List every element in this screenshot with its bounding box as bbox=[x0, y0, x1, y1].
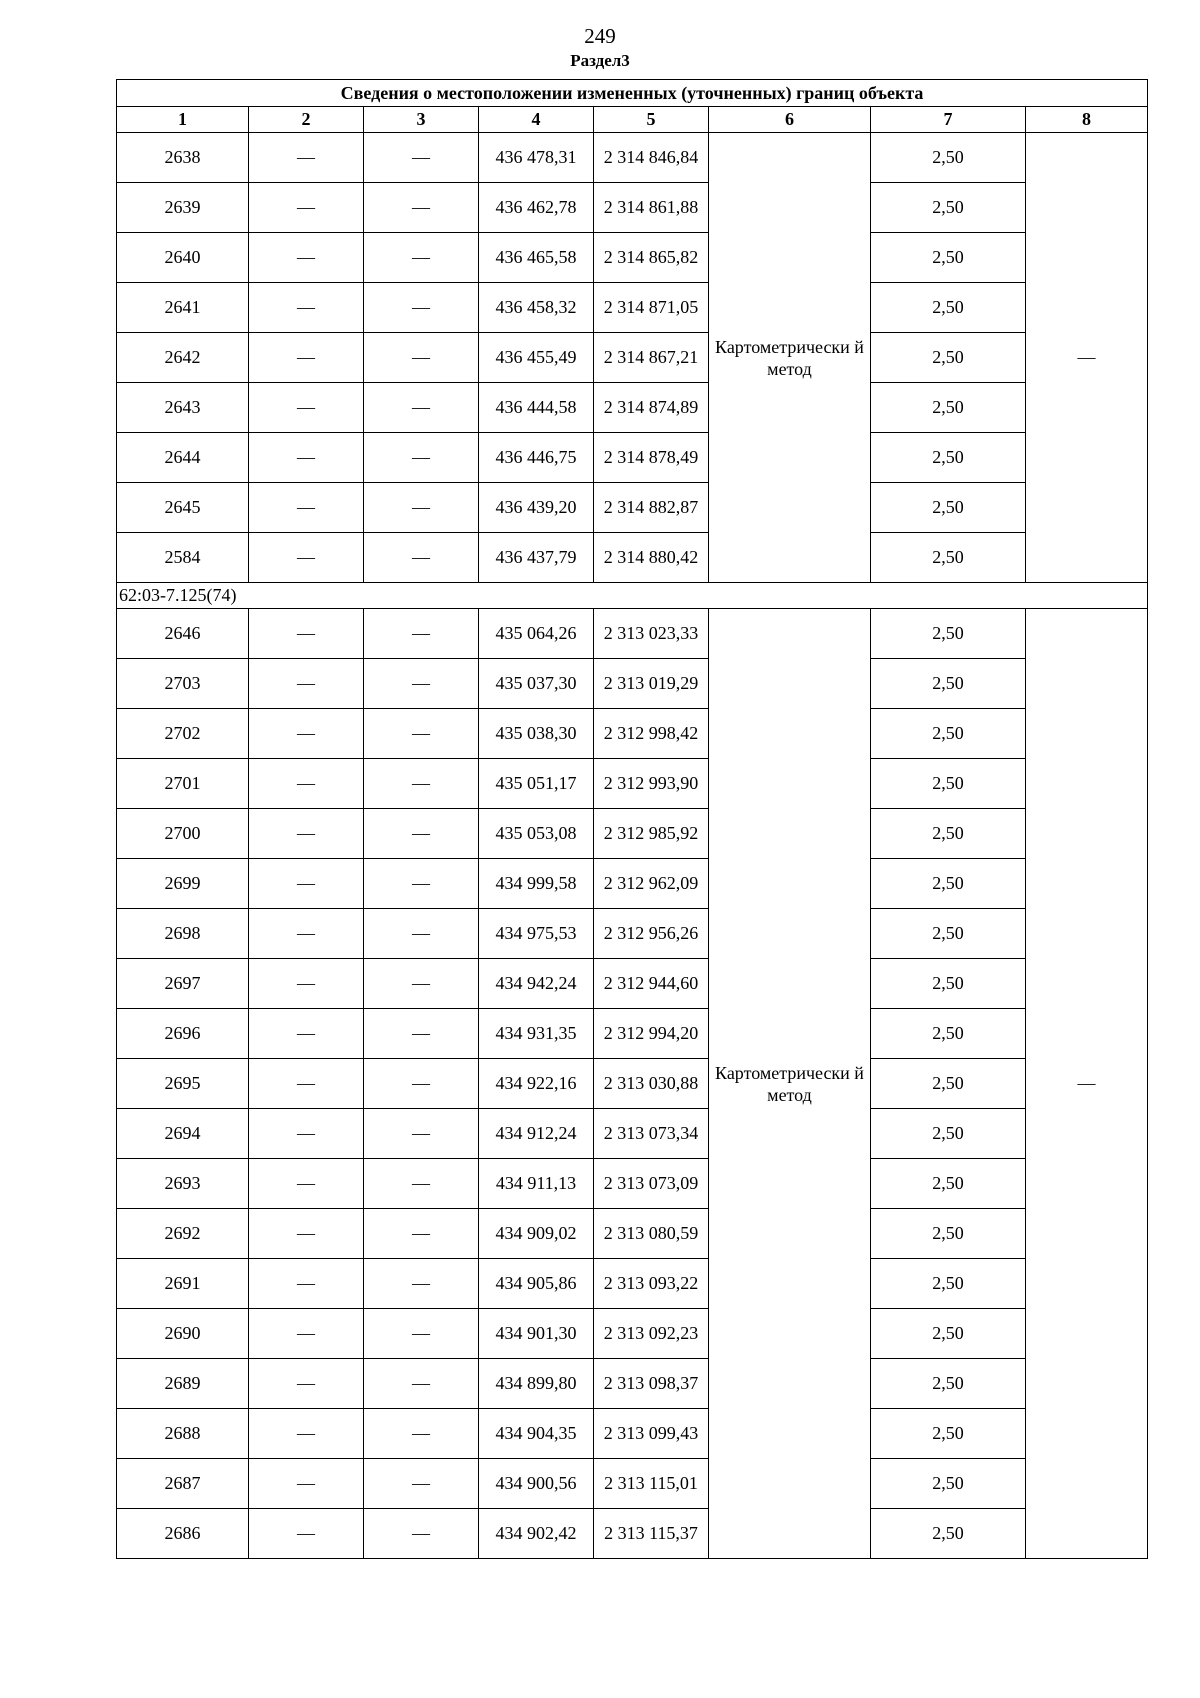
y-coordinate-cell: 2 313 023,33 bbox=[594, 609, 709, 659]
column-header-row bbox=[117, 107, 1148, 133]
y-coordinate-cell: 2 313 073,34 bbox=[594, 1109, 709, 1159]
table-row bbox=[117, 533, 1148, 583]
col3-cell: — bbox=[364, 959, 479, 1009]
y-coordinate-cell: 2 314 874,89 bbox=[594, 383, 709, 433]
accuracy-cell: 2,50 bbox=[871, 1209, 1026, 1259]
x-coordinate-cell: 434 901,30 bbox=[479, 1309, 594, 1359]
point-cell: 2694 bbox=[117, 1109, 249, 1159]
point-cell: 2686 bbox=[117, 1509, 249, 1559]
col3-cell: — bbox=[364, 1259, 479, 1309]
point-cell: 2695 bbox=[117, 1059, 249, 1109]
table-row bbox=[117, 1509, 1148, 1559]
x-coordinate-cell: 435 038,30 bbox=[479, 709, 594, 759]
y-coordinate-cell: 2 313 098,37 bbox=[594, 1359, 709, 1409]
point-cell: 2698 bbox=[117, 909, 249, 959]
y-coordinate-cell: 2 313 115,37 bbox=[594, 1509, 709, 1559]
table-row bbox=[117, 383, 1148, 433]
accuracy-cell: 2,50 bbox=[871, 1159, 1026, 1209]
point-cell: 2701 bbox=[117, 759, 249, 809]
y-coordinate-cell: 2 313 019,29 bbox=[594, 659, 709, 709]
col2-cell: — bbox=[249, 1509, 364, 1559]
point-cell: 2699 bbox=[117, 859, 249, 909]
x-coordinate-cell: 435 051,17 bbox=[479, 759, 594, 809]
column-header: 5 bbox=[594, 107, 709, 133]
col2-cell: — bbox=[249, 383, 364, 433]
y-coordinate-cell: 2 312 944,60 bbox=[594, 959, 709, 1009]
x-coordinate-cell: 436 478,31 bbox=[479, 133, 594, 183]
col2-cell: — bbox=[249, 709, 364, 759]
accuracy-cell: 2,50 bbox=[871, 333, 1026, 383]
col3-cell: — bbox=[364, 333, 479, 383]
point-cell: 2638 bbox=[117, 133, 249, 183]
accuracy-cell: 2,50 bbox=[871, 709, 1026, 759]
x-coordinate-cell: 436 444,58 bbox=[479, 383, 594, 433]
method-cell: Картометрически й метод bbox=[709, 609, 871, 1559]
accuracy-cell: 2,50 bbox=[871, 1259, 1026, 1309]
column-header: 1 bbox=[117, 107, 249, 133]
table-row bbox=[117, 1359, 1148, 1409]
table-row bbox=[117, 709, 1148, 759]
y-coordinate-cell: 2 312 962,09 bbox=[594, 859, 709, 909]
accuracy-cell: 2,50 bbox=[871, 133, 1026, 183]
table-row bbox=[117, 959, 1148, 1009]
table-row bbox=[117, 859, 1148, 909]
accuracy-cell: 2,50 bbox=[871, 759, 1026, 809]
accuracy-cell: 2,50 bbox=[871, 859, 1026, 909]
col2-cell: — bbox=[249, 433, 364, 483]
col3-cell: — bbox=[364, 283, 479, 333]
y-coordinate-cell: 2 314 867,21 bbox=[594, 333, 709, 383]
col2-cell: — bbox=[249, 1109, 364, 1159]
point-cell: 2692 bbox=[117, 1209, 249, 1259]
section-title: Раздел3 bbox=[570, 51, 630, 70]
col2-cell: — bbox=[249, 1259, 364, 1309]
table-row bbox=[117, 909, 1148, 959]
accuracy-cell: 2,50 bbox=[871, 483, 1026, 533]
col3-cell: — bbox=[364, 1059, 479, 1109]
col2-cell: — bbox=[249, 859, 364, 909]
accuracy-cell: 2,50 bbox=[871, 383, 1026, 433]
col2-cell: — bbox=[249, 1409, 364, 1459]
col2-cell: — bbox=[249, 1159, 364, 1209]
table-row bbox=[117, 233, 1148, 283]
col3-cell: — bbox=[364, 809, 479, 859]
point-cell: 2584 bbox=[117, 533, 249, 583]
point-cell: 2702 bbox=[117, 709, 249, 759]
point-cell: 2639 bbox=[117, 183, 249, 233]
x-coordinate-cell: 436 446,75 bbox=[479, 433, 594, 483]
table-row bbox=[117, 1459, 1148, 1509]
y-coordinate-cell: 2 313 099,43 bbox=[594, 1409, 709, 1459]
col2-cell: — bbox=[249, 1359, 364, 1409]
y-coordinate-cell: 2 314 878,49 bbox=[594, 433, 709, 483]
table-row bbox=[117, 1259, 1148, 1309]
accuracy-cell: 2,50 bbox=[871, 659, 1026, 709]
column-header: 3 bbox=[364, 107, 479, 133]
col2-cell: — bbox=[249, 609, 364, 659]
col3-cell: — bbox=[364, 1209, 479, 1259]
point-cell: 2688 bbox=[117, 1409, 249, 1459]
col3-cell: — bbox=[364, 233, 479, 283]
table-row bbox=[117, 283, 1148, 333]
point-cell: 2690 bbox=[117, 1309, 249, 1359]
point-cell: 2703 bbox=[117, 659, 249, 709]
col3-cell: — bbox=[364, 383, 479, 433]
col3-cell: — bbox=[364, 1509, 479, 1559]
x-coordinate-cell: 436 455,49 bbox=[479, 333, 594, 383]
col3-cell: — bbox=[364, 609, 479, 659]
point-cell: 2693 bbox=[117, 1159, 249, 1209]
y-coordinate-cell: 2 314 865,82 bbox=[594, 233, 709, 283]
point-cell: 2697 bbox=[117, 959, 249, 1009]
col2-cell: — bbox=[249, 909, 364, 959]
x-coordinate-cell: 436 437,79 bbox=[479, 533, 594, 583]
note-cell: — bbox=[1026, 133, 1148, 583]
table-row bbox=[117, 1159, 1148, 1209]
y-coordinate-cell: 2 312 994,20 bbox=[594, 1009, 709, 1059]
x-coordinate-cell: 435 037,30 bbox=[479, 659, 594, 709]
point-cell: 2644 bbox=[117, 433, 249, 483]
accuracy-cell: 2,50 bbox=[871, 283, 1026, 333]
table-row bbox=[117, 609, 1148, 659]
col3-cell: — bbox=[364, 183, 479, 233]
table-row bbox=[117, 183, 1148, 233]
column-header: 6 bbox=[709, 107, 871, 133]
x-coordinate-cell: 434 900,56 bbox=[479, 1459, 594, 1509]
col2-cell: — bbox=[249, 659, 364, 709]
col3-cell: — bbox=[364, 1359, 479, 1409]
method-cell: Картометрически й метод bbox=[709, 133, 871, 583]
y-coordinate-cell: 2 314 861,88 bbox=[594, 183, 709, 233]
col2-cell: — bbox=[249, 333, 364, 383]
col3-cell: — bbox=[364, 1309, 479, 1359]
col2-cell: — bbox=[249, 1059, 364, 1109]
y-coordinate-cell: 2 314 882,87 bbox=[594, 483, 709, 533]
col3-cell: — bbox=[364, 909, 479, 959]
point-cell: 2696 bbox=[117, 1009, 249, 1059]
table-row bbox=[117, 433, 1148, 483]
accuracy-cell: 2,50 bbox=[871, 1359, 1026, 1409]
x-coordinate-cell: 434 911,13 bbox=[479, 1159, 594, 1209]
col2-cell: — bbox=[249, 533, 364, 583]
cadastral-group-label: 62:03-7.125(74) bbox=[117, 583, 1148, 609]
col2-cell: — bbox=[249, 233, 364, 283]
y-coordinate-cell: 2 313 115,01 bbox=[594, 1459, 709, 1509]
y-coordinate-cell: 2 314 880,42 bbox=[594, 533, 709, 583]
x-coordinate-cell: 434 922,16 bbox=[479, 1059, 594, 1109]
accuracy-cell: 2,50 bbox=[871, 1409, 1026, 1459]
accuracy-cell: 2,50 bbox=[871, 233, 1026, 283]
column-header: 7 bbox=[871, 107, 1026, 133]
accuracy-cell: 2,50 bbox=[871, 1509, 1026, 1559]
table-row bbox=[117, 133, 1148, 183]
table-caption: Сведения о местоположении измененных (уточненных) границ объекта bbox=[117, 80, 1148, 107]
table-row bbox=[117, 1309, 1148, 1359]
point-cell: 2640 bbox=[117, 233, 249, 283]
col3-cell: — bbox=[364, 433, 479, 483]
accuracy-cell: 2,50 bbox=[871, 609, 1026, 659]
x-coordinate-cell: 434 931,35 bbox=[479, 1009, 594, 1059]
x-coordinate-cell: 434 999,58 bbox=[479, 859, 594, 909]
col3-cell: — bbox=[364, 1009, 479, 1059]
x-coordinate-cell: 436 458,32 bbox=[479, 283, 594, 333]
point-cell: 2643 bbox=[117, 383, 249, 433]
x-coordinate-cell: 434 942,24 bbox=[479, 959, 594, 1009]
accuracy-cell: 2,50 bbox=[871, 1009, 1026, 1059]
table-row bbox=[117, 759, 1148, 809]
y-coordinate-cell: 2 314 846,84 bbox=[594, 133, 709, 183]
y-coordinate-cell: 2 313 080,59 bbox=[594, 1209, 709, 1259]
accuracy-cell: 2,50 bbox=[871, 1059, 1026, 1109]
accuracy-cell: 2,50 bbox=[871, 1109, 1026, 1159]
col2-cell: — bbox=[249, 959, 364, 1009]
point-cell: 2700 bbox=[117, 809, 249, 859]
col2-cell: — bbox=[249, 1309, 364, 1359]
accuracy-cell: 2,50 bbox=[871, 959, 1026, 1009]
x-coordinate-cell: 434 899,80 bbox=[479, 1359, 594, 1409]
col3-cell: — bbox=[364, 659, 479, 709]
x-coordinate-cell: 434 905,86 bbox=[479, 1259, 594, 1309]
y-coordinate-cell: 2 313 093,22 bbox=[594, 1259, 709, 1309]
x-coordinate-cell: 434 904,35 bbox=[479, 1409, 594, 1459]
accuracy-cell: 2,50 bbox=[871, 909, 1026, 959]
col2-cell: — bbox=[249, 759, 364, 809]
point-cell: 2642 bbox=[117, 333, 249, 383]
accuracy-cell: 2,50 bbox=[871, 809, 1026, 859]
table-row bbox=[117, 1209, 1148, 1259]
col3-cell: — bbox=[364, 133, 479, 183]
col2-cell: — bbox=[249, 1459, 364, 1509]
table-row bbox=[117, 1009, 1148, 1059]
y-coordinate-cell: 2 312 993,90 bbox=[594, 759, 709, 809]
accuracy-cell: 2,50 bbox=[871, 433, 1026, 483]
col3-cell: — bbox=[364, 1409, 479, 1459]
boundary-table bbox=[116, 79, 1148, 1559]
col2-cell: — bbox=[249, 283, 364, 333]
column-header: 2 bbox=[249, 107, 364, 133]
table-row bbox=[117, 1409, 1148, 1459]
y-coordinate-cell: 2 313 092,23 bbox=[594, 1309, 709, 1359]
col3-cell: — bbox=[364, 1459, 479, 1509]
y-coordinate-cell: 2 313 030,88 bbox=[594, 1059, 709, 1109]
accuracy-cell: 2,50 bbox=[871, 1309, 1026, 1359]
col3-cell: — bbox=[364, 483, 479, 533]
table-row bbox=[117, 659, 1148, 709]
col2-cell: — bbox=[249, 1209, 364, 1259]
y-coordinate-cell: 2 312 956,26 bbox=[594, 909, 709, 959]
x-coordinate-cell: 436 462,78 bbox=[479, 183, 594, 233]
table-row bbox=[117, 1109, 1148, 1159]
table-row bbox=[117, 1059, 1148, 1109]
x-coordinate-cell: 434 912,24 bbox=[479, 1109, 594, 1159]
accuracy-cell: 2,50 bbox=[871, 1459, 1026, 1509]
accuracy-cell: 2,50 bbox=[871, 533, 1026, 583]
group-label-row bbox=[117, 583, 1148, 609]
col2-cell: — bbox=[249, 1009, 364, 1059]
point-cell: 2641 bbox=[117, 283, 249, 333]
col2-cell: — bbox=[249, 133, 364, 183]
x-coordinate-cell: 436 439,20 bbox=[479, 483, 594, 533]
table-row bbox=[117, 333, 1148, 383]
x-coordinate-cell: 434 975,53 bbox=[479, 909, 594, 959]
col2-cell: — bbox=[249, 183, 364, 233]
x-coordinate-cell: 435 053,08 bbox=[479, 809, 594, 859]
column-header: 4 bbox=[479, 107, 594, 133]
x-coordinate-cell: 435 064,26 bbox=[479, 609, 594, 659]
table-row bbox=[117, 483, 1148, 533]
x-coordinate-cell: 434 902,42 bbox=[479, 1509, 594, 1559]
y-coordinate-cell: 2 312 998,42 bbox=[594, 709, 709, 759]
col2-cell: — bbox=[249, 809, 364, 859]
page-number: 249 bbox=[584, 24, 616, 48]
point-cell: 2689 bbox=[117, 1359, 249, 1409]
col3-cell: — bbox=[364, 1159, 479, 1209]
y-coordinate-cell: 2 314 871,05 bbox=[594, 283, 709, 333]
y-coordinate-cell: 2 312 985,92 bbox=[594, 809, 709, 859]
point-cell: 2646 bbox=[117, 609, 249, 659]
col3-cell: — bbox=[364, 709, 479, 759]
point-cell: 2645 bbox=[117, 483, 249, 533]
accuracy-cell: 2,50 bbox=[871, 183, 1026, 233]
y-coordinate-cell: 2 313 073,09 bbox=[594, 1159, 709, 1209]
col3-cell: — bbox=[364, 759, 479, 809]
x-coordinate-cell: 434 909,02 bbox=[479, 1209, 594, 1259]
point-cell: 2691 bbox=[117, 1259, 249, 1309]
table-row bbox=[117, 809, 1148, 859]
column-header: 8 bbox=[1026, 107, 1148, 133]
col3-cell: — bbox=[364, 533, 479, 583]
col3-cell: — bbox=[364, 1109, 479, 1159]
x-coordinate-cell: 436 465,58 bbox=[479, 233, 594, 283]
point-cell: 2687 bbox=[117, 1459, 249, 1509]
note-cell: — bbox=[1026, 609, 1148, 1559]
col3-cell: — bbox=[364, 859, 479, 909]
col2-cell: — bbox=[249, 483, 364, 533]
